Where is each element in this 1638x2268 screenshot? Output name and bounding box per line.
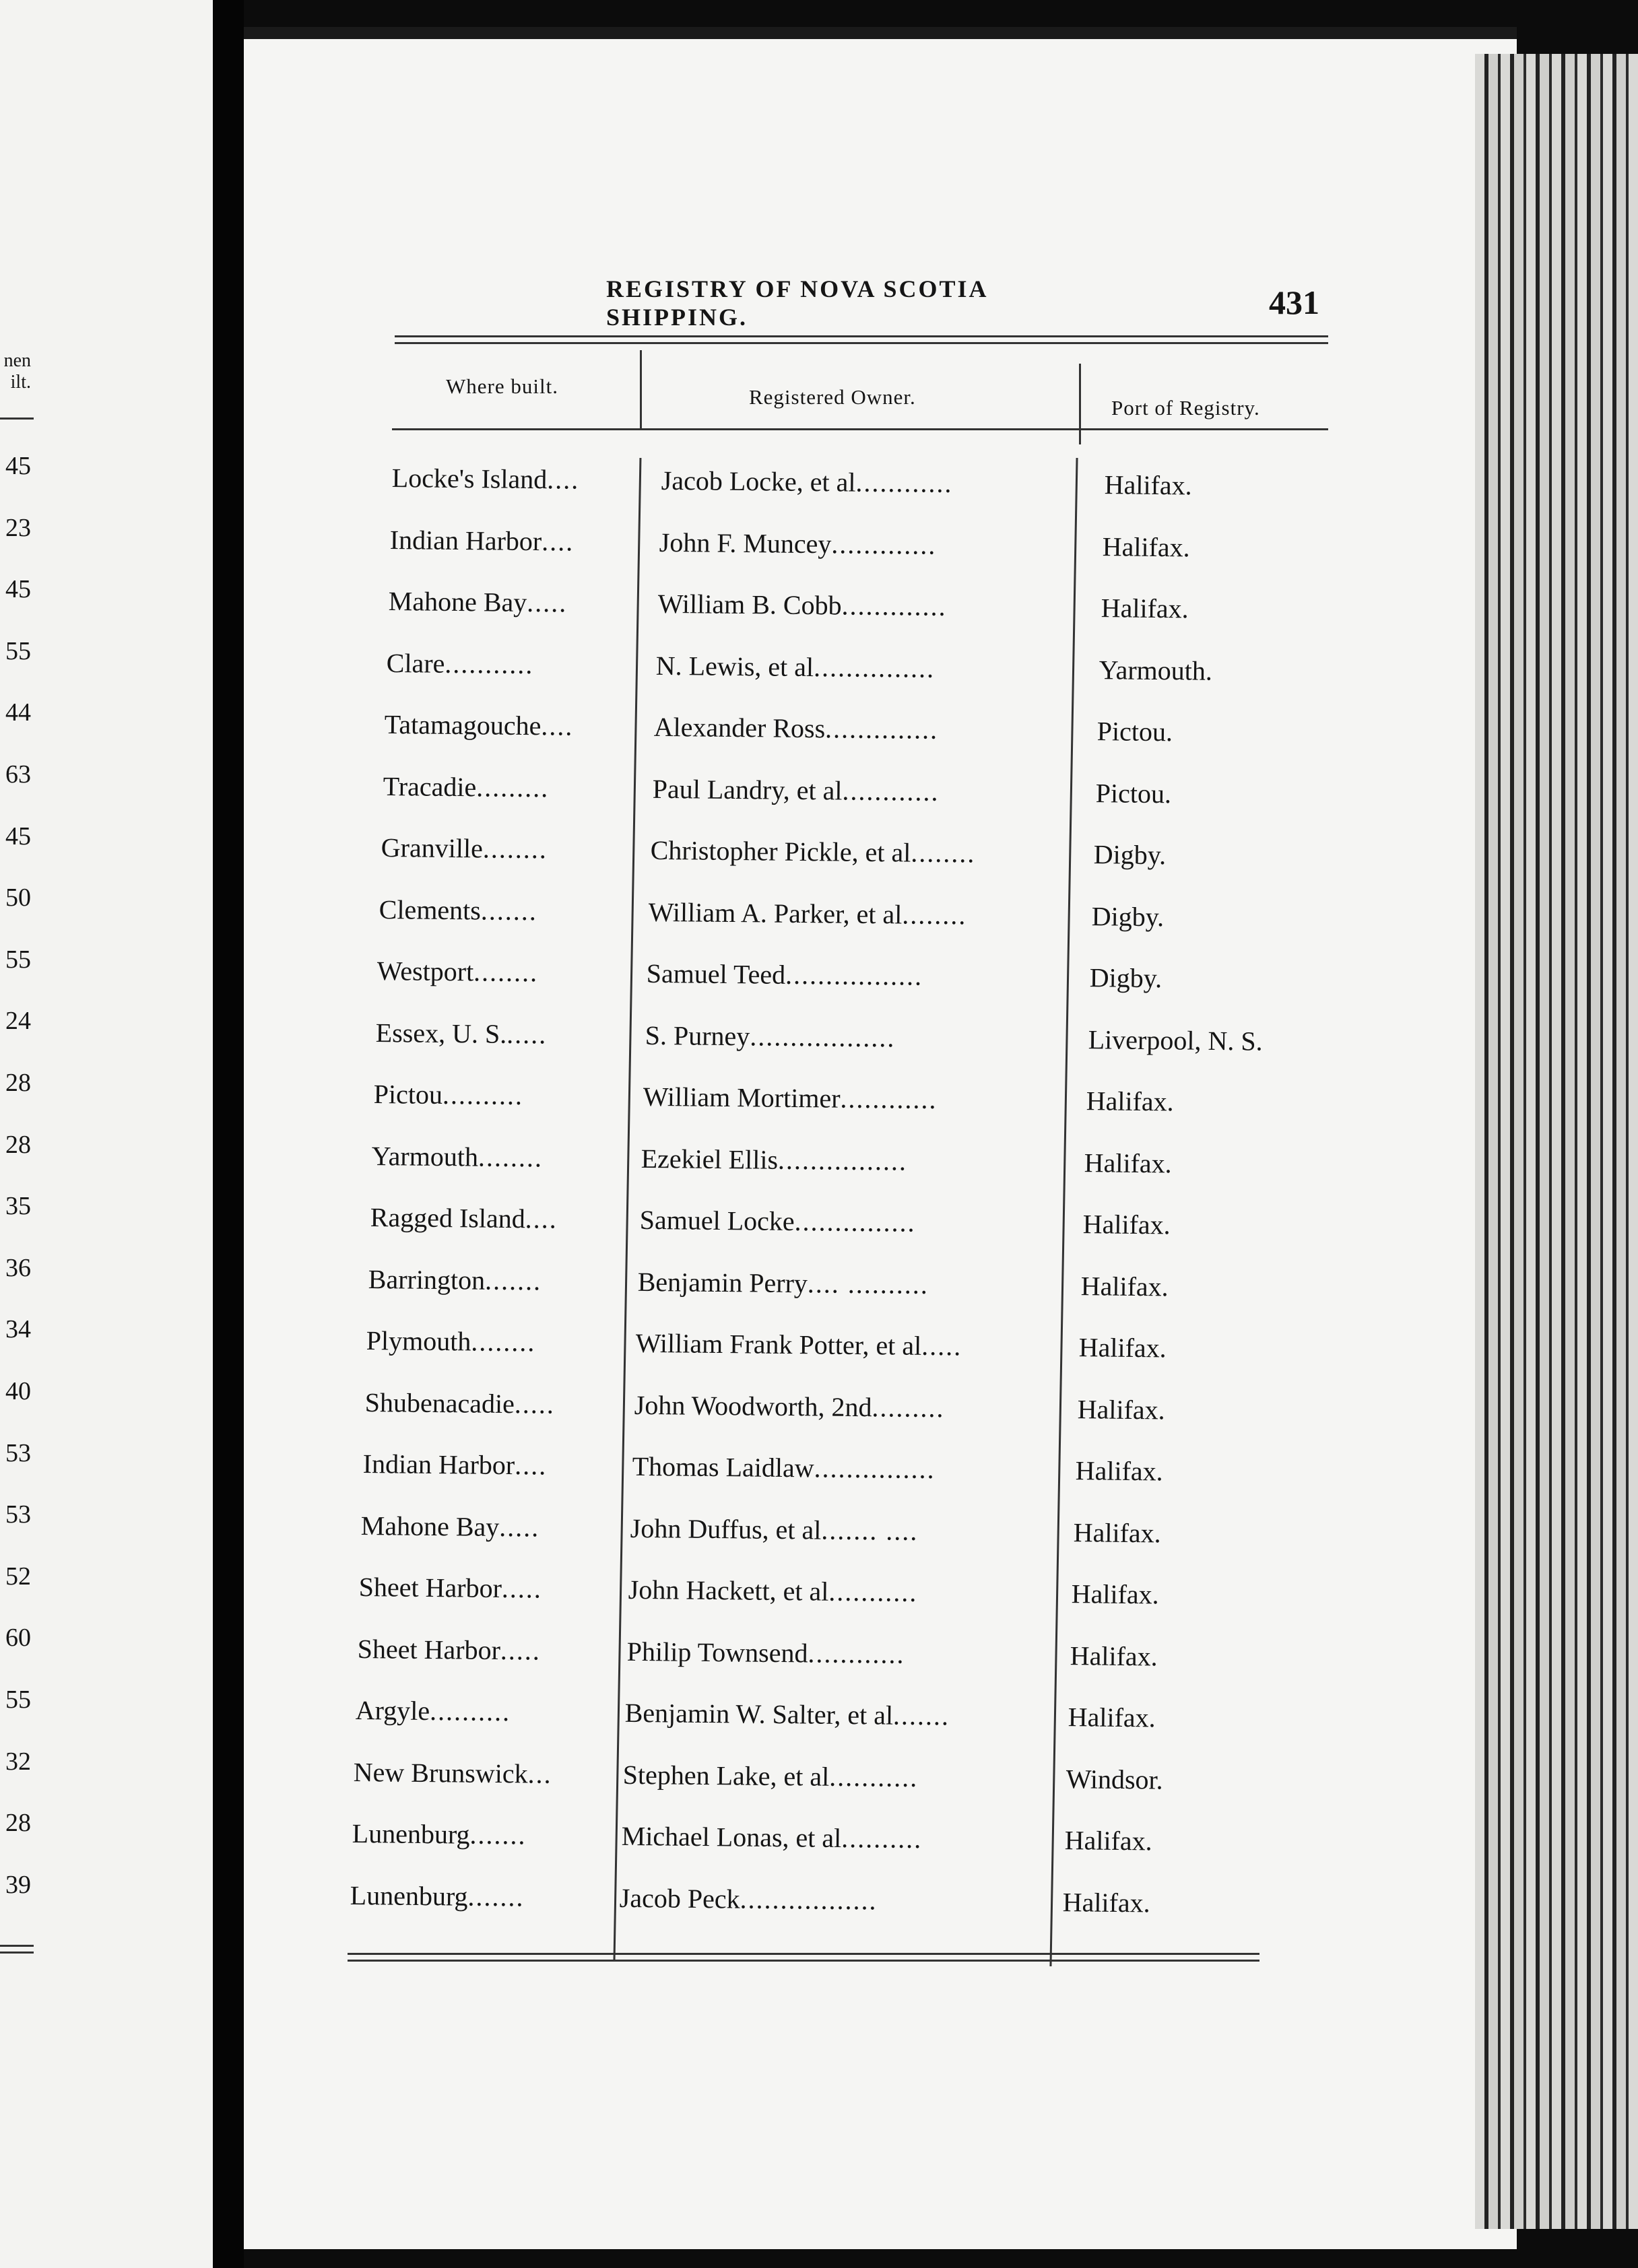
leader-dots: ........	[910, 837, 976, 869]
port-cell: Halifax.	[1075, 1455, 1163, 1487]
port-cell: Digby.	[1089, 962, 1162, 994]
owner-cell	[639, 1204, 1070, 1240]
facing-number: 32	[5, 1747, 31, 1776]
leader-dots: .............	[831, 528, 937, 560]
leader-dots: .........	[476, 771, 549, 803]
leader-dots: .................	[785, 959, 923, 991]
leader-dots: ....	[514, 1450, 548, 1481]
where-built-text: Yarmouth	[371, 1140, 479, 1172]
leader-dots: ........	[471, 1326, 536, 1358]
where-built-cell	[390, 524, 651, 558]
owner-text: N. Lewis, et al	[655, 650, 814, 682]
leader-dots: ..........	[442, 1079, 524, 1111]
running-head: REGISTRY OF NOVA SCOTIA SHIPPING.	[606, 275, 987, 331]
table-rule-bottom	[348, 1953, 1259, 1955]
owner-text: Thomas Laidlaw	[632, 1450, 814, 1483]
leader-dots: .....	[526, 587, 568, 618]
leader-dots: .......	[484, 1265, 542, 1296]
leader-dots: ........	[478, 1141, 544, 1172]
col-divider-2-head	[1079, 364, 1081, 444]
leader-dots: ....	[541, 710, 574, 741]
where-built-cell	[386, 647, 647, 681]
facing-page-header	[0, 350, 31, 393]
leader-dots: ............	[855, 467, 953, 498]
owner-cell	[643, 1081, 1074, 1116]
where-built-text: Indian Harbor	[362, 1448, 515, 1481]
facing-number: 40	[5, 1377, 31, 1405]
leader-dots: ...............	[813, 651, 936, 683]
where-built-cell	[359, 1571, 620, 1605]
leader-dots: .......	[469, 1819, 527, 1850]
leader-dots: ..............	[825, 713, 939, 745]
facing-number: 45	[5, 452, 31, 480]
book-gutter	[213, 0, 244, 2268]
owner-cell	[650, 834, 1081, 870]
owner-cell	[657, 588, 1088, 624]
facing-rule-bottom	[0, 1945, 34, 1947]
owner-text: William B. Cobb	[657, 588, 842, 621]
owner-cell	[659, 526, 1090, 562]
owner-cell	[621, 1820, 1052, 1856]
facing-number: 28	[5, 1130, 31, 1159]
page-number: 431	[1269, 284, 1319, 321]
where-built-cell	[392, 462, 653, 496]
where-built-text: Pictou	[373, 1079, 443, 1110]
facing-number: 63	[5, 760, 31, 789]
owner-text: Alexander Ross	[653, 711, 826, 744]
where-built-text: New Brunswick	[353, 1756, 529, 1789]
owner-cell	[623, 1758, 1054, 1794]
port-cell: Halifax.	[1080, 1270, 1169, 1302]
where-built-text: Essex, U. S.	[375, 1017, 507, 1049]
where-built-text: Sheet Harbor	[357, 1633, 500, 1665]
facing-number: 52	[5, 1562, 31, 1591]
where-built-text: Plymouth	[366, 1325, 471, 1357]
facing-number: 39	[5, 1870, 31, 1899]
leader-dots: ....	[547, 464, 580, 495]
owner-cell	[626, 1635, 1057, 1671]
where-built-cell	[385, 708, 646, 743]
facing-rule-top	[0, 418, 34, 420]
leader-dots: ............	[807, 1637, 905, 1669]
owner-text: Paul Landry, et al	[652, 773, 843, 806]
owner-cell	[632, 1450, 1063, 1486]
leader-dots: .....	[502, 1573, 543, 1604]
leader-dots: ....	[525, 1203, 558, 1234]
port-cell: Halifax.	[1104, 469, 1192, 501]
owner-cell	[630, 1512, 1061, 1547]
port-cell: Halifax.	[1101, 593, 1189, 624]
facing-number: 24	[5, 1007, 31, 1036]
port-cell: Halifax.	[1070, 1640, 1158, 1671]
leader-dots: .......	[480, 894, 538, 926]
facing-number: 55	[5, 1686, 31, 1714]
port-cell: Halifax.	[1086, 1086, 1174, 1117]
where-built-cell	[375, 1017, 636, 1051]
where-built-text: Lunenburg	[350, 1879, 468, 1912]
leader-dots: ................	[778, 1144, 908, 1176]
facing-number: 23	[5, 513, 31, 542]
col-header-where-built: Where built.	[446, 374, 558, 398]
leader-dots: .........	[871, 1391, 945, 1423]
facing-number: 53	[5, 1438, 31, 1467]
port-cell: Digby.	[1091, 900, 1165, 932]
owner-cell	[661, 465, 1092, 500]
table-rule-bottom-2	[348, 1960, 1259, 1962]
owner-text: John F. Muncey	[659, 527, 832, 559]
col-divider-1-head	[640, 350, 642, 430]
leader-dots: ...............	[794, 1206, 916, 1238]
leader-dots: ...	[527, 1758, 553, 1789]
where-built-cell	[368, 1263, 629, 1298]
where-built-cell	[370, 1201, 631, 1236]
leader-dots: ...............	[814, 1453, 936, 1485]
owner-cell	[654, 711, 1085, 747]
leader-dots: .....	[921, 1330, 962, 1362]
port-cell: Halifax.	[1073, 1516, 1161, 1548]
header-rule-top	[395, 335, 1328, 337]
col-header-port: Port of Registry.	[1111, 396, 1260, 420]
leader-dots: .............	[841, 590, 947, 622]
leader-dots: .....	[499, 1511, 540, 1543]
owner-cell	[649, 896, 1080, 931]
owner-cell	[652, 772, 1083, 808]
header-rule-bottom	[392, 428, 1328, 430]
col-header-owner: Registered Owner.	[749, 385, 916, 409]
owner-text: Christopher Pickle, et al	[650, 834, 911, 868]
facing-header-line-1: nen	[3, 350, 31, 371]
owner-text: Ezekiel Ellis	[641, 1143, 779, 1175]
where-built-text: Locke's Island	[391, 462, 548, 495]
where-built-cell	[381, 832, 642, 866]
facing-number: 60	[5, 1624, 31, 1653]
facing-number: 36	[5, 1253, 31, 1282]
where-built-text: Tracadie	[383, 770, 476, 802]
where-built-cell	[383, 770, 644, 805]
where-built-text: Mahone Bay	[388, 585, 527, 618]
owner-text: Benjamin Perry	[637, 1266, 808, 1298]
leader-dots: .....	[506, 1018, 548, 1049]
facing-number: 44	[5, 698, 31, 727]
leader-dots: ............	[840, 1083, 938, 1115]
leader-dots: ....	[542, 525, 575, 557]
facing-rule-bottom-2	[0, 1952, 34, 1954]
where-built-cell	[356, 1694, 617, 1729]
leader-dots: ..........	[429, 1696, 511, 1727]
facing-number: 35	[5, 1192, 31, 1221]
owner-text: Stephen Lake, et al	[622, 1759, 830, 1792]
leader-dots: .......	[892, 1700, 950, 1731]
where-built-cell	[362, 1448, 624, 1482]
owner-text: William Mortimer	[643, 1081, 841, 1114]
facing-number: 28	[5, 1069, 31, 1097]
port-cell: Yarmouth.	[1099, 654, 1213, 686]
facing-number: 55	[5, 636, 31, 665]
owner-text: Samuel Locke	[639, 1204, 795, 1237]
where-built-cell	[361, 1510, 622, 1544]
owner-text: John Hackett, et al	[628, 1574, 830, 1607]
where-built-cell	[354, 1756, 615, 1791]
facing-number: 28	[5, 1809, 31, 1838]
leader-dots: ...........	[445, 648, 534, 679]
leader-dots: ........	[473, 956, 539, 988]
owner-text: Benjamin W. Salter, et al	[624, 1697, 894, 1731]
owner-cell	[641, 1142, 1072, 1178]
port-cell: Pictou.	[1096, 716, 1173, 747]
facing-number: 53	[5, 1500, 31, 1529]
port-cell: Halifax.	[1102, 531, 1191, 562]
where-built-text: Clements	[379, 894, 482, 925]
where-built-text: Indian Harbor	[389, 524, 542, 556]
where-built-text: Shubenacadie	[364, 1387, 515, 1419]
leader-dots: ...........	[829, 1761, 919, 1793]
where-built-text: Granville	[381, 832, 483, 864]
port-cell: Liverpool, N. S.	[1088, 1024, 1263, 1057]
facing-number: 55	[5, 945, 31, 974]
port-cell: Halifax.	[1071, 1578, 1160, 1610]
port-cell: Halifax.	[1062, 1886, 1150, 1918]
leader-dots: ........	[902, 898, 967, 930]
owner-text: Samuel Teed	[646, 958, 786, 990]
leader-dots: .................	[740, 1883, 878, 1916]
where-built-cell	[364, 1387, 626, 1421]
facing-number: 50	[5, 883, 31, 912]
leader-dots: .....	[500, 1634, 541, 1666]
where-built-text: Barrington	[368, 1263, 486, 1296]
owner-text: Jacob Peck	[619, 1882, 740, 1914]
port-cell: Windsor.	[1066, 1763, 1164, 1795]
leader-dots: .... ..........	[807, 1267, 929, 1300]
port-cell: Halifax.	[1078, 1332, 1167, 1364]
leader-dots: ............	[841, 775, 940, 807]
owner-text: John Woodworth, 2nd	[634, 1389, 872, 1422]
where-built-cell	[372, 1140, 633, 1174]
owner-text: Philip Townsend	[626, 1636, 808, 1668]
where-built-cell	[374, 1078, 635, 1112]
port-cell: Halifax.	[1064, 1825, 1152, 1857]
port-cell: Halifax.	[1068, 1702, 1156, 1733]
where-built-text: Lunenburg	[352, 1818, 470, 1850]
owner-cell	[634, 1389, 1065, 1424]
where-built-text: Tatamagouche	[384, 709, 542, 741]
facing-number: 45	[5, 822, 31, 850]
where-built-text: Ragged Island	[370, 1202, 525, 1234]
where-built-cell	[366, 1325, 628, 1359]
where-built-cell	[350, 1879, 611, 1914]
port-cell: Halifax.	[1077, 1393, 1165, 1425]
leader-dots: ...........	[828, 1576, 919, 1607]
facing-page	[0, 0, 213, 2268]
port-cell: Pictou.	[1095, 777, 1171, 809]
owner-cell	[647, 958, 1078, 993]
leader-dots: .....	[514, 1388, 555, 1420]
where-built-cell	[377, 955, 638, 989]
port-cell: Halifax.	[1082, 1209, 1171, 1240]
owner-text: William A. Parker, et al	[648, 896, 903, 929]
owner-cell	[619, 1881, 1050, 1917]
owner-cell	[628, 1574, 1059, 1609]
where-built-text: Westport	[376, 956, 474, 987]
leader-dots: ..................	[749, 1020, 896, 1053]
owner-cell	[636, 1327, 1067, 1363]
where-built-cell	[379, 894, 641, 928]
where-built-text: Mahone Bay	[360, 1510, 500, 1542]
port-cell: Halifax.	[1084, 1147, 1173, 1178]
owner-text: Jacob Locke, et al	[661, 465, 856, 498]
where-built-text: Clare	[386, 647, 445, 679]
owner-text: William Frank Potter, et al	[635, 1327, 922, 1361]
owner-text: S. Purney	[645, 1020, 750, 1051]
owner-cell	[625, 1697, 1056, 1733]
where-built-cell	[352, 1817, 613, 1852]
owner-text: Michael Lonas, et al	[621, 1820, 842, 1853]
page-edges	[1475, 54, 1638, 2229]
where-built-text: Sheet Harbor	[358, 1572, 502, 1604]
owner-cell	[655, 649, 1086, 685]
facing-header-line-2: ilt.	[10, 372, 31, 393]
facing-number: 45	[5, 575, 31, 604]
owner-cell	[637, 1265, 1068, 1301]
owner-cell	[645, 1019, 1076, 1055]
leader-dots: ....... ....	[821, 1514, 919, 1546]
where-built-cell	[357, 1633, 618, 1667]
header-rule-top-2	[395, 342, 1328, 344]
facing-number: 34	[5, 1315, 31, 1344]
where-built-text: Argyle	[355, 1695, 430, 1727]
leader-dots: ..........	[841, 1822, 923, 1855]
where-built-cell	[388, 585, 649, 620]
leader-dots: .......	[467, 1881, 525, 1912]
leader-dots: ........	[482, 833, 548, 865]
owner-text: John Duffus, et al	[630, 1512, 822, 1545]
port-cell: Digby.	[1093, 839, 1167, 871]
